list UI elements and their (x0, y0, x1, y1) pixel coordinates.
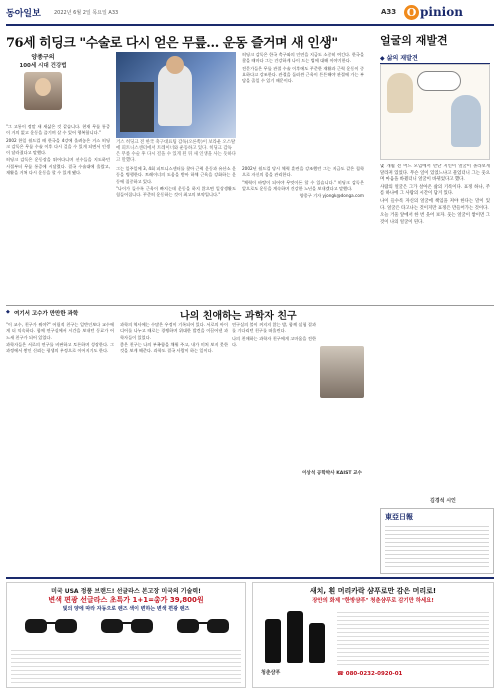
section-banner-opinion (404, 4, 494, 22)
article-column-1 (6, 124, 110, 300)
article-column-3 (242, 52, 364, 160)
ad-headline: 새치, 흰 머리카락 샴푸로만 감은 머리로! (309, 587, 437, 595)
photo-caption: 거스 히딩크 전 한국 축구대표팀 감독(오른쪽)이 보라운 오스탈에 피트니스센터에서 트레이너와 운동하고 있다. 히딩크 감독은 무릎 수술 후 다시 걸을 수 있게 된 뒤 새 인생을 사는 듯하다고 말했다. (116, 140, 236, 163)
photo-gym-machine (120, 82, 154, 132)
science-paragraph: 과학의 역사에는 수많은 우정이 기록되어 있다. 서로의 아이디어를 나누고 때로는 경쟁하며 위대한 발견을 이끌어낸 과학자들이 있었다. (120, 322, 228, 340)
science-paragraph: "이 교수, 친구가 뭐야?" 어릴적 친구는 일반인보다 교수에게 더 익숙하다. 함께 연구실에서 시간을 보내던 동료가 어느새 친구가 되어 있었다. (6, 322, 114, 340)
ad-phone-number[interactable]: ☎ 080-0232-0920-01 (337, 671, 403, 677)
article-column-2 (116, 166, 236, 300)
column-series-label: ◆ 삶의 재발견 (380, 53, 490, 64)
column-paragraph: 사람의 얼굴은 그가 살아온 삶의 기록이다. 표정 하나, 주름 하나에 그 사람의 시간이 담겨 있다. (380, 184, 490, 197)
page-number: A33 (381, 8, 397, 16)
ad-price: 변색 편광 선글라스 초특가 1+1=총가 39,800원 (48, 596, 204, 604)
sunglasses-icon (25, 617, 77, 635)
publisher-logo: 東亞日報 (385, 512, 413, 521)
byline (6, 52, 80, 120)
column-paragraph: 나이 들수록 자신의 얼굴에 책임을 져야 한다는 말이 있다. 얼굴은 타고나는 것이지만 표정은 만들어가는 것이다. (380, 198, 490, 211)
byline-name: 양종구의 (31, 54, 55, 61)
publisher-info-box (380, 508, 494, 574)
science-paragraph: 연구실의 불이 꺼지지 않는 밤, 함께 실험 결과를 기다리던 친구를 떠올린다. (232, 322, 316, 334)
science-column-3 (232, 322, 316, 466)
ad-subline: 장안의 화제 "한방샴푸" 청춘샴푸로 감기만 하세요! (312, 598, 434, 604)
masthead (6, 4, 494, 26)
column-title: 얼굴의 재발견 (380, 34, 448, 47)
article-paragraph: "나이가 들수록 근육이 빠지는데 운동을 하지 않으면 일상생활도 힘들어집니다. 꾸준히 운동하는 것이 최고의 보약입니다." (116, 185, 236, 198)
article-column-4 (242, 166, 364, 300)
science-column-1 (6, 322, 114, 574)
science-paragraph: 좋은 친구는 나의 부족함을 채워 주고, 내가 미처 보지 못한 것을 보게 해준다. 과학도 결국 사람이 하는 일이다. (120, 341, 228, 354)
photo-person-head (166, 56, 184, 74)
science-column-author: 이상석 공학박사 KAIST 교수 (301, 471, 362, 476)
ad-headline: 미국 USA 정품 브랜드! 선글라스 본고장 미국의 기술력! (51, 588, 201, 595)
science-column-label: ◆ 여기서 고수가 만만한 과학 (6, 309, 156, 317)
column-name: 100세 시대 건강법 (19, 63, 67, 69)
dateline: 2022년 6월 2일 목요일 A33 (54, 10, 119, 16)
article-paragraph: 히딩크 감독은 운동장을 뛰어다니며 선수들을 지도하던 시절부터 무릎 통증에 시달렸다. 결국 수술대에 올랐고, 재활을 거쳐 다시 운동을 할 수 있게 됐다. (6, 157, 110, 176)
article-paragraph: "그 고통이 정말 새 새삶은 것 같습니다. 현재 무릎 통증이 거의 없고 운동을 즐기며 살 수 있어 행복합니다." (6, 124, 110, 136)
article-paragraph: 그는 일주일에 3, 4회 피트니스센터를 찾아 근력 운동과 유산소 운동을 병행한다. 트레이너의 도움을 받아 하체 근육을 강화하는 운동에 집중하고 있다. (116, 166, 236, 184)
publisher-info-lines (385, 523, 489, 569)
ad-fine-print (11, 647, 241, 685)
ad-brand: 청춘샴푸 (261, 670, 281, 676)
science-paragraph: 나의 친애하는 과학자 친구에게 고마움을 전한다. (232, 335, 316, 347)
author-photo (24, 72, 62, 110)
column-illustration (380, 64, 490, 160)
article-photo (116, 52, 236, 138)
science-author-photo (320, 346, 364, 398)
column-paragraph: 몇 개월 전 어느 모임에서 만난 지인이 얼굴이 몰라보게 달라져 있었다. 무슨 일이 있었느냐고 물었더니 그는 웃으며 마음을 바꿨더니 얼굴이 바뀌었다고 했다. (380, 164, 490, 183)
section-divider (6, 305, 494, 306)
ad-fine-print (337, 609, 489, 665)
sunglasses-icon (177, 617, 229, 635)
science-column-title: 나의 친애하는 과학자 친구 (180, 311, 297, 322)
sunglasses-icon (101, 617, 153, 635)
column-body (380, 164, 490, 494)
main-headline: 76세 히딩크 "수술로 다시 얻은 무릎… 운동 즐거며 새 인생" (6, 36, 338, 51)
article-paragraph: 2002년 월드컵 당시 체력 훈련을 강조했던 그는 지금도 같은 철학으로 자신의 몸을 관리한다. (242, 166, 364, 178)
article-author-email: 양종구 기자 yjongk@donga.com (299, 193, 364, 199)
illustration-figure (387, 73, 413, 113)
article-paragraph: 히딩크 감독은 한국 축구와의 인연을 지금도 소중히 여긴다. 한국을 찾을 때마다 그는 건강하게 나이 드는 법에 대해 이야기한다. (242, 52, 364, 64)
illustration-figure (451, 95, 481, 147)
ad-divider (6, 577, 494, 579)
section-name: pinion (420, 5, 463, 19)
science-column-2 (120, 322, 228, 574)
opinion-o-icon: O (404, 5, 419, 20)
ad-subline: 빛의 양에 따라 자동으로 렌즈 색이 변하는 변색 편광 렌즈 (62, 606, 190, 612)
article-paragraph: 전문가들은 무릎 관절 수술 이후에도 꾸준한 재활과 근력 운동이 중요하다고 강조한다. 관절을 둘러싼 근육이 튼튼해야 관절에 가는 부담을 줄일 수 있기 때문이다. (242, 65, 364, 84)
column-author: 김경석 시인 (430, 498, 456, 504)
article-paragraph: 2002 한일 월드컵 때 한국을 4강에 올려놓은 거스 히딩크 감독은 무릎 수술 이후 다시 걸을 수 있게 되면서 인생이 달라졌다고 말했다. (6, 137, 110, 156)
newspaper-logo: 동아일보 (6, 9, 41, 19)
column-paragraph: 오늘 거울 앞에서 한 번 웃어 보자. 웃는 얼굴이 쌓이면 그것이 나의 얼굴이 된다. (380, 213, 490, 225)
shampoo-ad[interactable] (252, 582, 494, 688)
sunglasses-ad[interactable] (6, 582, 246, 688)
shampoo-bottles-icon (261, 611, 331, 663)
speech-bubble-icon (417, 71, 461, 91)
science-paragraph: 과학자들은 서로의 연구를 비판하고 토론하며 성장한다. 그 과정에서 쌓인 신뢰는 평생의 우정으로 이어지기도 한다. (6, 341, 114, 354)
article-paragraph: "체력이 바탕이 되어야 무엇이든 할 수 있습니다." 히딩크 감독은 앞으로도 운동을 계속하며 건강한 노년을 보내겠다고 말했다. (242, 179, 364, 191)
